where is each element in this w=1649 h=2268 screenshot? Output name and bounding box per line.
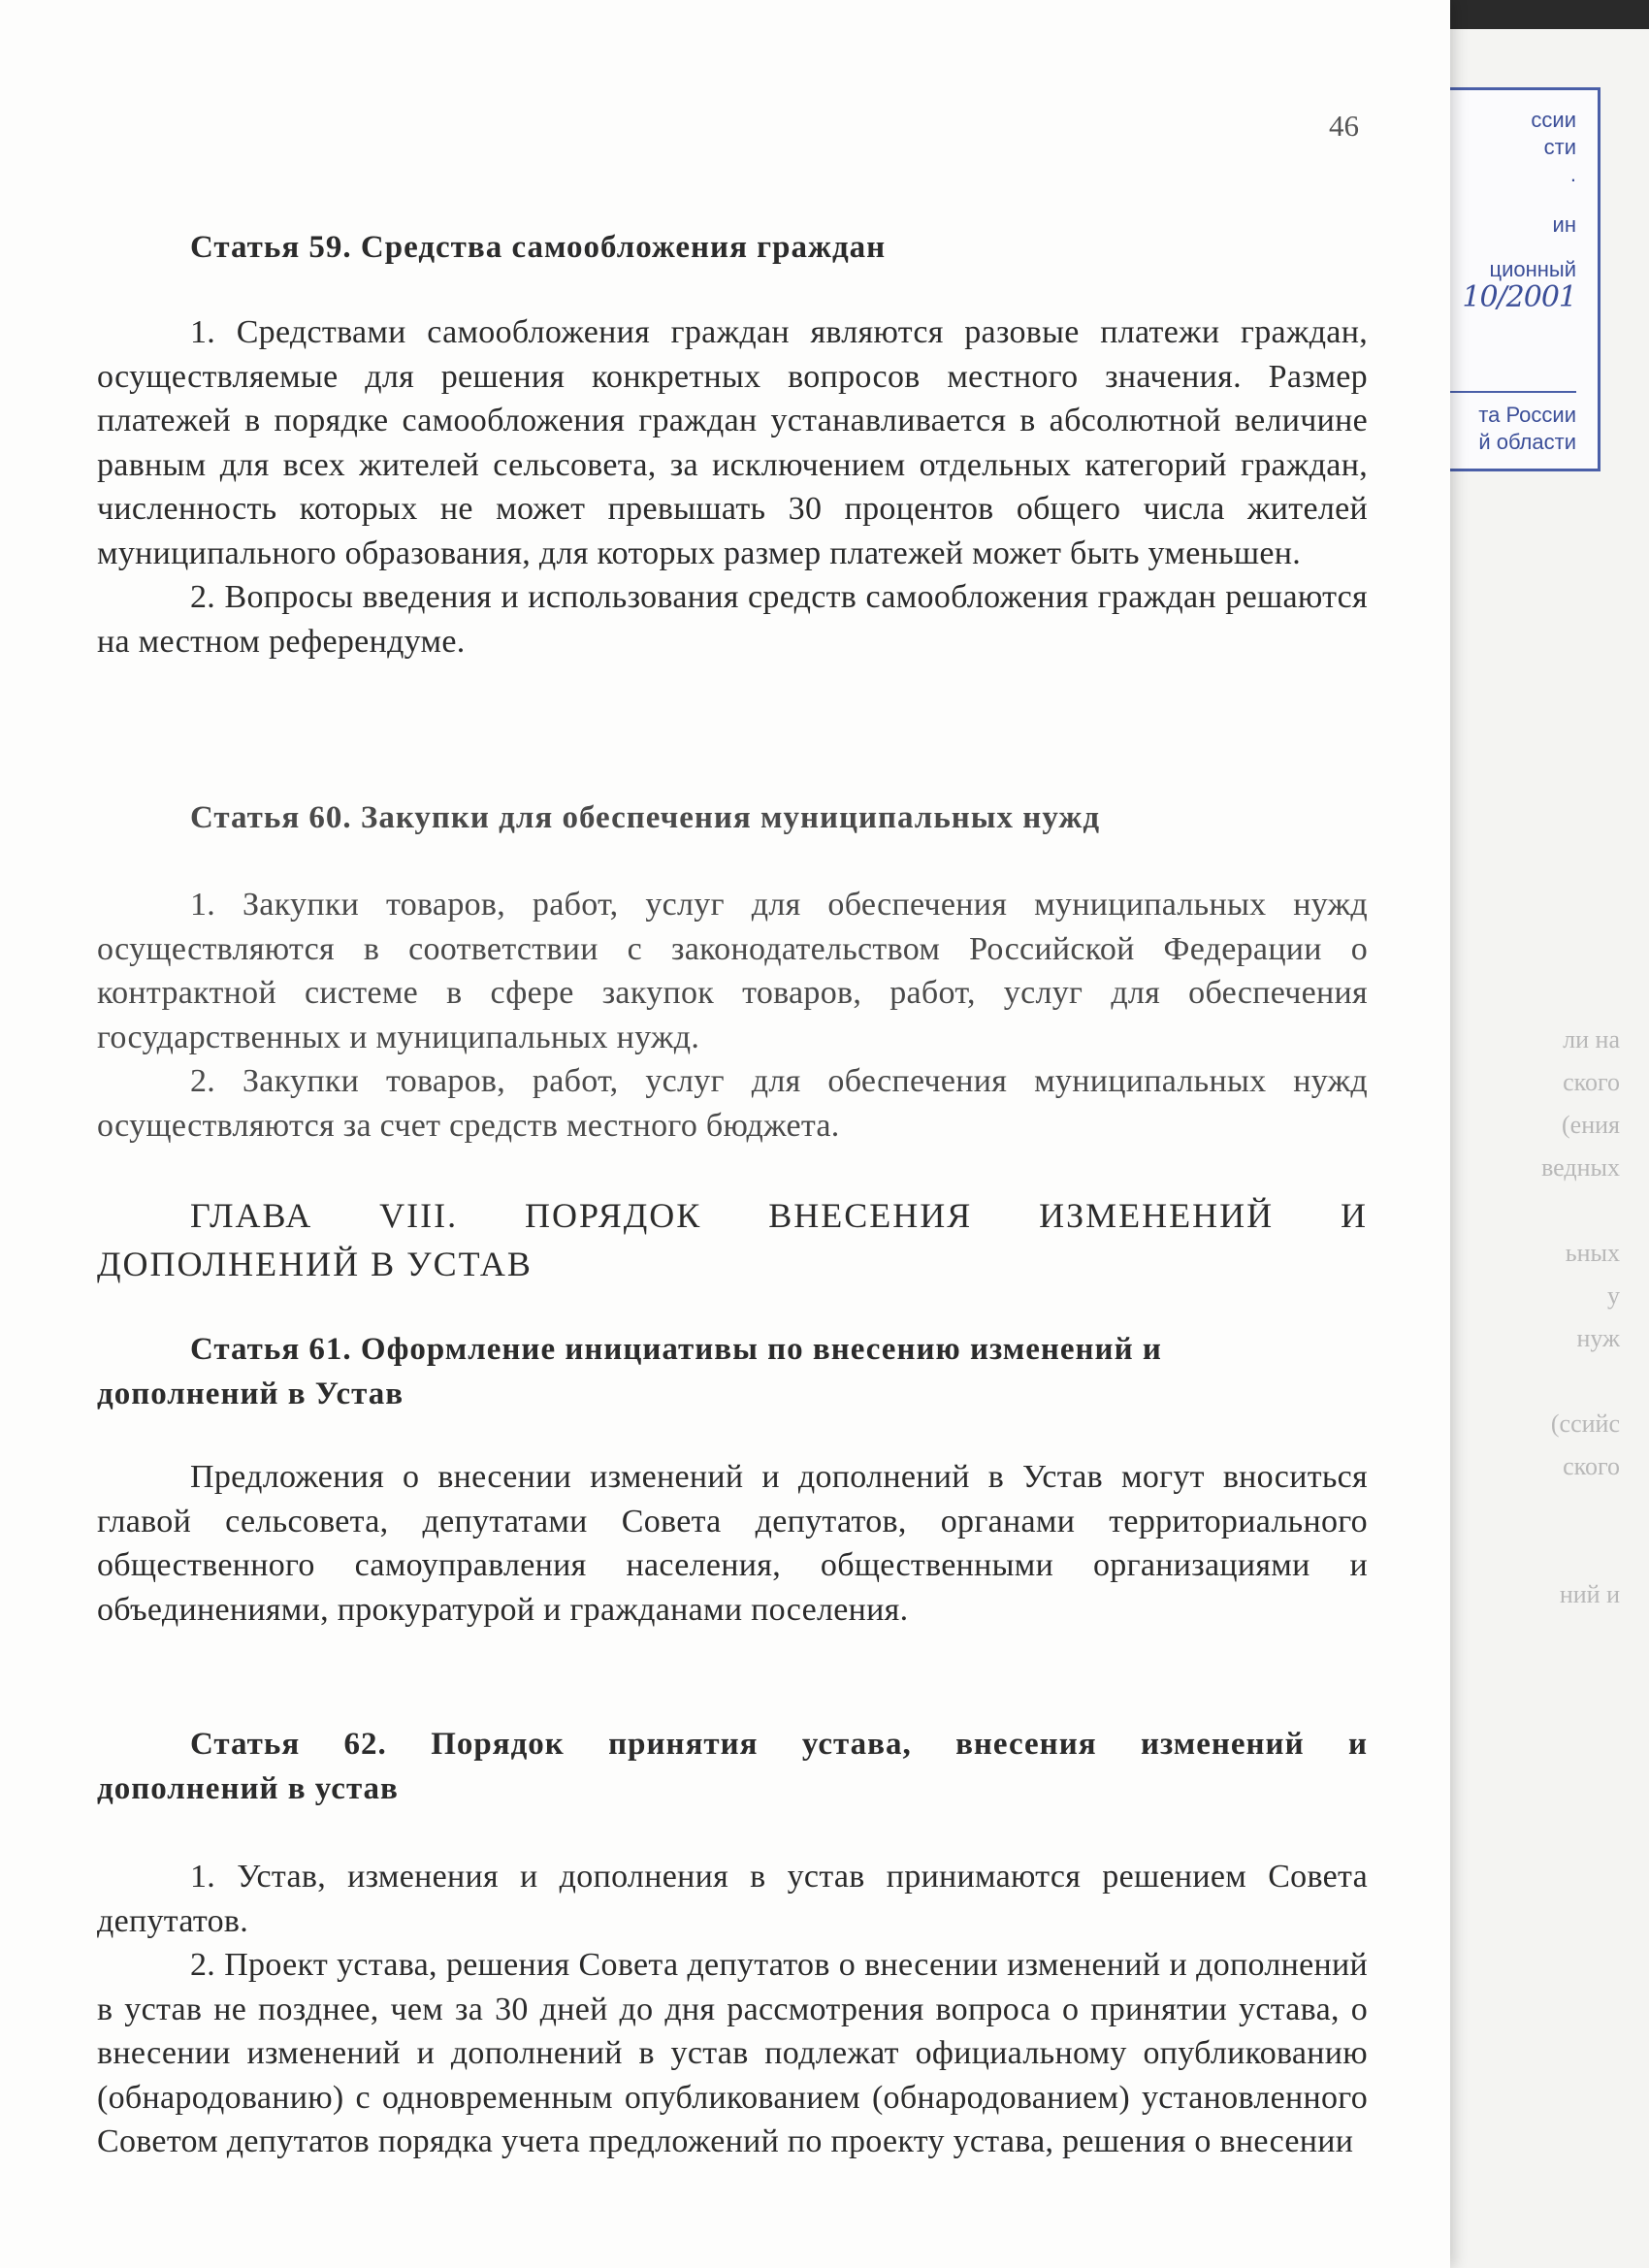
- article-62-heading: [97, 1722, 1368, 1811]
- article-62-body: [97, 1855, 1368, 2164]
- stamp-divider: [1431, 391, 1576, 393]
- article-59-body: [97, 310, 1368, 664]
- chapter-8-heading: [97, 1191, 1368, 1288]
- underlying-text-fragment: (ения: [1562, 1111, 1620, 1139]
- article-61-body: [97, 1455, 1368, 1632]
- article-60-paragraph-1: 1. Закупки товаров, работ, услуг для обеспечения муниципальных нужд осуществляются в соответствии с законодательством Российской Федерации о контрактной системе в сфере закупок товаров, работ, услуг для обеспечения государственных и муниципальных нужд.: [97, 887, 1368, 1055]
- underlying-text-fragment: (ссийс: [1550, 1409, 1620, 1438]
- stamp-line: й области: [1478, 430, 1576, 454]
- underlying-text-fragment: ведных: [1541, 1153, 1620, 1182]
- article-61-paragraph-1: Предложения о внесении изменений и дополнений в Устав могут вноситься главой сельсовета, депутатами Совета депутатов, органами территориального общественного самоуправления населения, общественными организациями и объединениями, прокуратурой и гражданами поселения.: [97, 1459, 1368, 1628]
- chapter-heading-line: ДОПОЛНЕНИЙ В УСТАВ: [97, 1245, 533, 1283]
- page-number: 46: [1329, 109, 1359, 143]
- stamp-line: сти: [1543, 135, 1576, 159]
- chapter-heading-line: ГЛАВА VIII. ПОРЯДОК ВНЕСЕНИЯ ИЗМЕНЕНИЙ И: [190, 1196, 1368, 1235]
- stamp-line: ссии: [1531, 108, 1576, 132]
- article-62-paragraph-1: 1. Устав, изменения и дополнения в устав принимаются решением Совета депутатов.: [97, 1859, 1368, 1939]
- underlying-text-fragment: нуж: [1576, 1324, 1620, 1352]
- article-60-heading: Статья 60. Закупки для обеспечения муниципальных нужд: [190, 800, 1101, 835]
- underlying-text-fragment: у: [1607, 1281, 1620, 1310]
- underlying-text-fragment: ьных: [1565, 1239, 1620, 1267]
- stamp-line: .: [1569, 162, 1576, 186]
- article-59-paragraph-1: 1. Средствами самообложения граждан являются разовые платежи граждан, осуществляемые для решения конкретных вопросов местного значения. Размер платежей в порядке самообложения граждан устанавливается в абсолютной величине равным для всех жителей сельсовета, за исключением отдельных категорий граждан, численность которых не может превышать 30 процентов общего числа жителей муниципального образования, для которых размер платежей может быть уменьшен.: [97, 314, 1368, 571]
- stamp-line: та России: [1478, 403, 1576, 427]
- article-59-heading: Статья 59. Средства самообложения граждан: [190, 230, 887, 265]
- heading-line: Статья 61. Оформление инициативы по внесению изменений и: [190, 1332, 1162, 1367]
- underlying-text-fragment: ского: [1563, 1068, 1620, 1096]
- article-59-paragraph-2: 2. Вопросы введения и использования средств самообложения граждан решаются на местном референдуме.: [97, 579, 1368, 660]
- stamp-signature: 10/2001: [1462, 280, 1576, 314]
- article-60-body: [97, 883, 1368, 1148]
- underlying-page-text: [1465, 1019, 1620, 1616]
- heading-line: дополнений в Устав: [97, 1377, 404, 1411]
- article-60-paragraph-2: 2. Закупки товаров, работ, услуг для обеспечения муниципальных нужд осуществляются за счет средств местного бюджета.: [97, 1063, 1368, 1144]
- stamp-line: ин: [1552, 212, 1576, 237]
- heading-line: дополнений в устав: [97, 1771, 399, 1806]
- underlying-text-fragment: ского: [1563, 1452, 1620, 1480]
- underlying-text-fragment: ли на: [1563, 1025, 1620, 1053]
- stamp-line: ционный: [1489, 257, 1576, 281]
- article-61-heading: [97, 1327, 1368, 1416]
- heading-line: Статья 62. Порядок принятия устава, внесения изменений и: [190, 1727, 1368, 1762]
- article-62-paragraph-2: 2. Проект устава, решения Совета депутатов о внесении изменений и дополнений в устав не позднее, чем за 30 дней до дня рассмотрения вопроса о принятии устава, о внесении изменений и дополнений в устав подлежат официальному опубликованию (обнародованию) с одновременным опубликованием (обнародованием) установленного Советом депутатов порядка учета предложений по проекту устава, решения о внесении: [97, 1947, 1368, 2159]
- underlying-text-fragment: ний и: [1559, 1580, 1620, 1608]
